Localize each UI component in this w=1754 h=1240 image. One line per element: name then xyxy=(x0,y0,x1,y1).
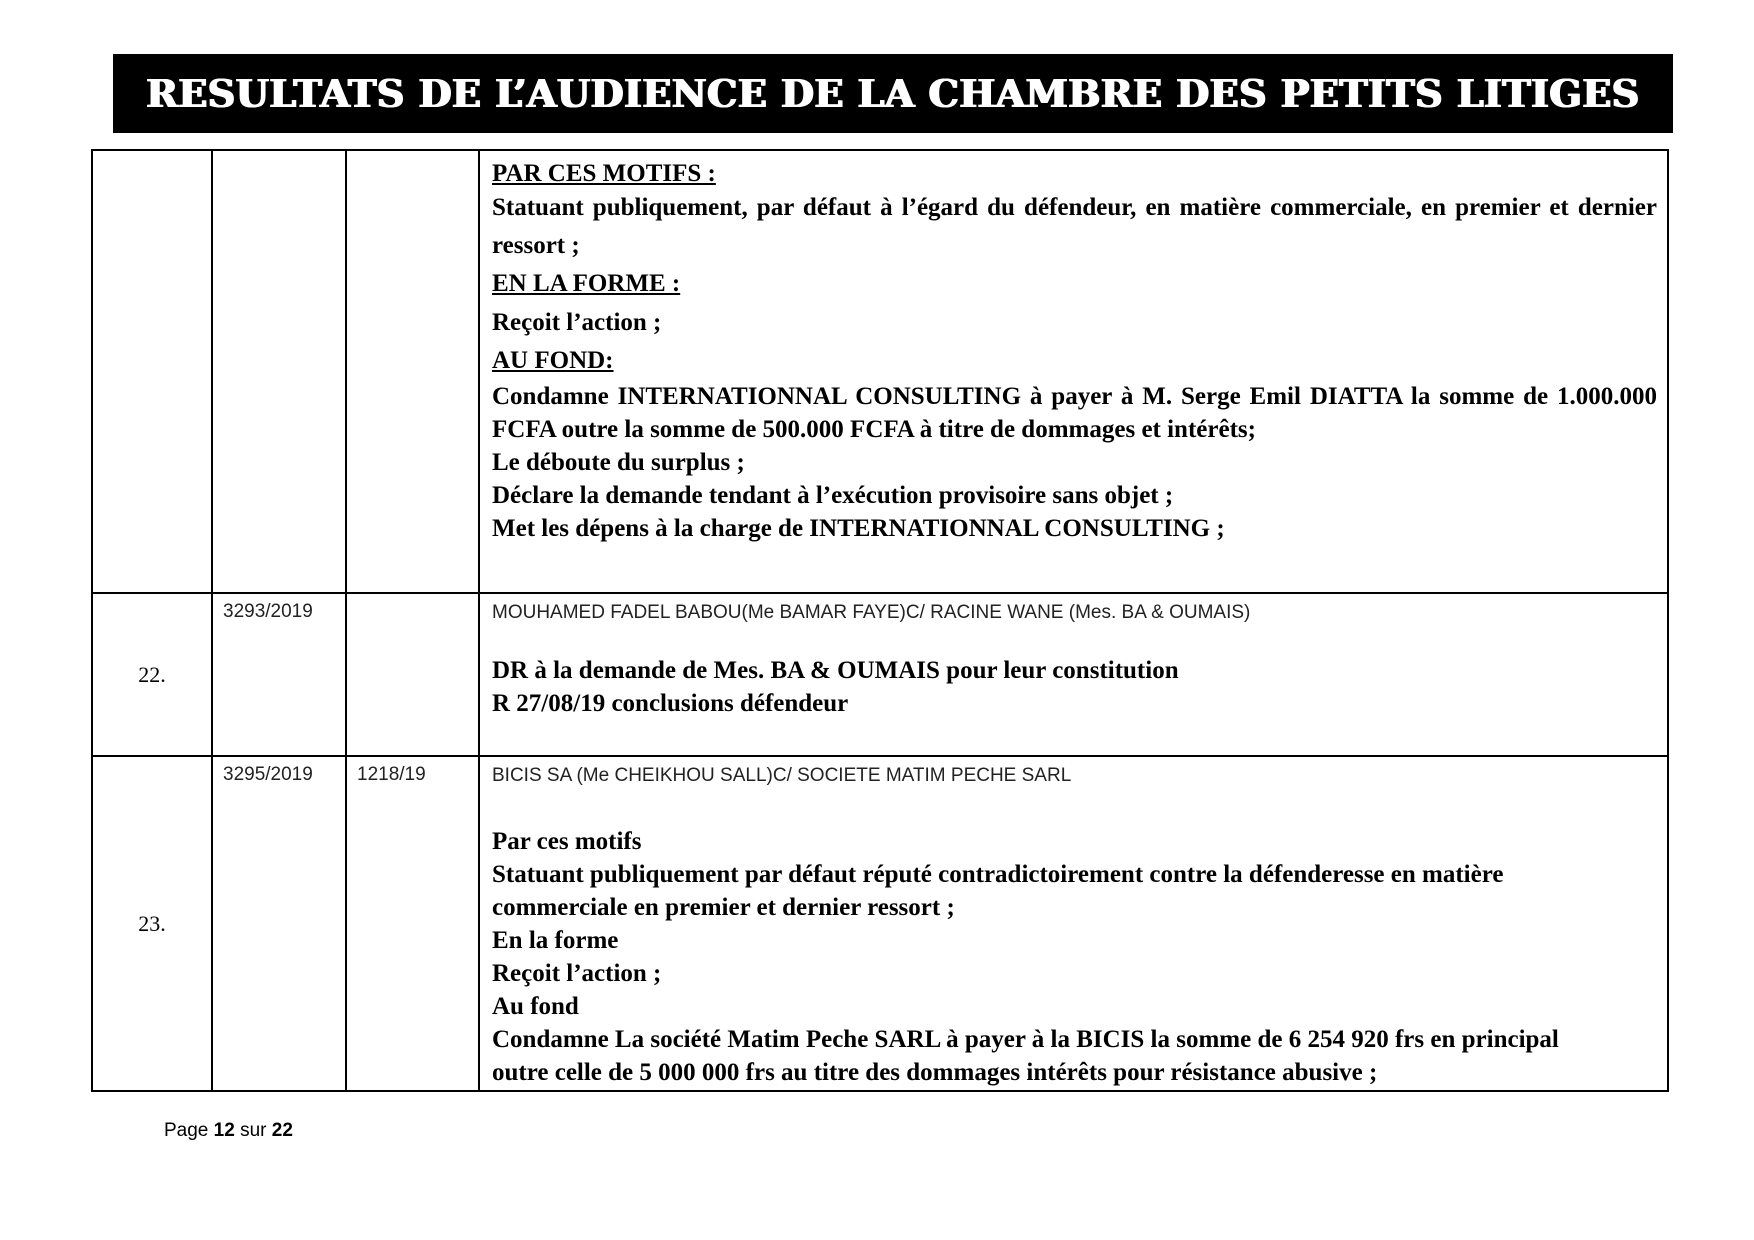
decision-line: En la forme xyxy=(492,927,619,954)
decision-line: Condamne INTERNATIONNAL CONSULTING à payer à M. Serge Emil DIATTA la somme de 1.000.000 FCFA outre la somme de 500.000 FCFA à titre de dommages et intérêts; xyxy=(492,383,1657,443)
judgment-number xyxy=(346,593,479,756)
heading-motifs: PAR CES MOTIFS : xyxy=(492,160,716,187)
decision-line: Met les dépens à la charge de INTERNATIONNAL CONSULTING ; xyxy=(492,515,1225,542)
judgment-number xyxy=(346,150,479,593)
decision-line: Condamne La société Matim Peche SARL à payer à la BICIS la somme de 6 254 920 frs en principal outre celle de 5 000 000 frs au titre des dommages intérêts pour résistance abusive ; xyxy=(492,1026,1559,1086)
parties-text: MOUHAMED FADEL BABOU(Me BAMAR FAYE)C/ RACINE WANE (Mes. BA & OUMAIS) xyxy=(492,602,1251,623)
decision-line: Au fond xyxy=(492,993,579,1020)
decision-line: R 27/08/19 conclusions défendeur xyxy=(492,690,849,717)
page-label: Page xyxy=(164,1120,209,1141)
case-number: 22. xyxy=(92,593,212,756)
role-number: 3293/2019 xyxy=(212,593,346,756)
decision-line: Statuant publiquement, par défaut à l’égard du défendeur, en matière commerciale, en premier et dernier ressort ; xyxy=(492,194,1657,259)
decision-line: Déclare la demande tendant à l’exécution provisoire sans objet ; xyxy=(492,482,1174,509)
case-number xyxy=(92,150,212,593)
table-row xyxy=(92,593,1668,756)
hearing-results-table xyxy=(91,149,1669,1092)
decision-line: Statuant publiquement par défaut réputé contradictoirement contre la défenderesse en matière commerciale en premier et dernier ressort ; xyxy=(492,861,1504,921)
table-row xyxy=(92,150,1668,593)
page-footer xyxy=(164,1120,293,1142)
decision-line: Le déboute du surplus ; xyxy=(492,449,745,476)
decision-line: Par ces motifs xyxy=(492,828,642,855)
page-total: 22 xyxy=(271,1120,293,1141)
sur-label: sur xyxy=(240,1120,267,1141)
parties-text: BICIS SA (Me CHEIKHOU SALL)C/ SOCIETE MATIM PECHE SARL xyxy=(492,765,1072,786)
decision-cell xyxy=(479,593,1668,756)
decision-line: DR à la demande de Mes. BA & OUMAIS pour leur constitution xyxy=(492,657,1179,684)
heading-fond: AU FOND: xyxy=(492,347,614,374)
decision-line: Reçoit l’action ; xyxy=(492,309,662,336)
table-row xyxy=(92,756,1668,1091)
role-number: 3295/2019 xyxy=(212,756,346,1091)
case-number: 23. xyxy=(92,756,212,1091)
decision-line: Reçoit l’action ; xyxy=(492,960,662,987)
heading-forme: EN LA FORME : xyxy=(492,270,681,297)
decision-cell xyxy=(479,756,1668,1091)
page-current: 12 xyxy=(213,1120,235,1141)
header-banner xyxy=(113,54,1673,133)
role-number xyxy=(212,150,346,593)
judgment-number: 1218/19 xyxy=(346,756,479,1091)
page-title: RESULTATS DE L’AUDIENCE DE LA CHAMBRE DES PETITS LITIGES xyxy=(146,71,1640,116)
decision-cell xyxy=(479,150,1668,593)
